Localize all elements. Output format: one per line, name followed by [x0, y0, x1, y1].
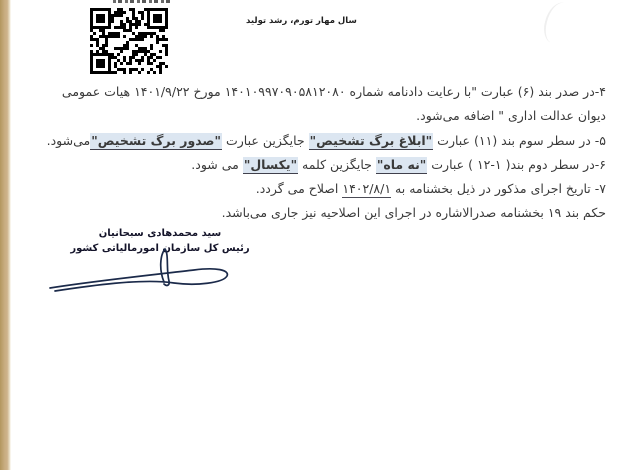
body-line	[46, 129, 606, 153]
text-segment: دیوان عدالت اداری " اضافه می‌شود.	[416, 108, 606, 124]
text-segment: می شود.	[191, 156, 243, 172]
highlighted-phrase: "یکسال"	[243, 156, 298, 172]
highlighted-phrase: "صدور برگ تشخیص"	[91, 132, 222, 148]
text-segment: ۷- تاریخ اجرای مذکور در ذیل بخشنامه به	[391, 181, 606, 197]
top-cropped-fragment	[113, 0, 171, 3]
signature-scribble	[46, 246, 244, 306]
signature-name: سید محمدهادی سبحانیان	[98, 228, 222, 239]
text-segment: جایگزین کلمه	[298, 156, 376, 172]
text-segment: اصلاح می گردد.	[255, 181, 343, 197]
qr-code-icon	[90, 8, 168, 74]
signature-title: رئیس کل سازمان امورمالیاتی کشور	[70, 243, 250, 254]
text-segment: ۶-در سطر دوم بند( ۱-۱۲ ) عبارت	[427, 156, 606, 172]
body-line	[58, 104, 606, 128]
body-line	[58, 201, 606, 225]
scan-artifact	[540, 0, 575, 47]
text-segment: می‌شود.	[46, 132, 91, 148]
text-segment: حکم بند ۱۹ بخشنامه صدرالاشاره در اجرای این اصلاحیه نیز جاری می‌باشد.	[221, 205, 606, 221]
text-segment: ۵- در سطر سوم بند (۱۱) عبارت	[433, 132, 606, 148]
text-segment: ۴-در صدر بند (۶) عبارت "با رعایت دادنامه شماره ۱۴۰۱۰۹۹۷۰۹۰۵۸۱۲۰۸۰ مورخ ۱۴۰۱/۹/۲۲ هیات عمومی	[61, 84, 606, 99]
body-line	[58, 80, 606, 104]
highlighted-phrase: "ابلاغ برگ تشخیص"	[309, 132, 433, 148]
highlighted-phrase: "نه ماه"	[376, 156, 427, 172]
text-segment: جایگزین عبارت	[222, 132, 309, 148]
body-line	[58, 177, 606, 201]
body-line	[58, 153, 606, 177]
slogan: سال مهار تورم، رشد تولید	[246, 16, 357, 26]
document-body	[46, 80, 606, 226]
left-edge-strip	[0, 0, 11, 470]
underlined-date: ۱۴۰۲/۸/۱	[342, 181, 392, 197]
